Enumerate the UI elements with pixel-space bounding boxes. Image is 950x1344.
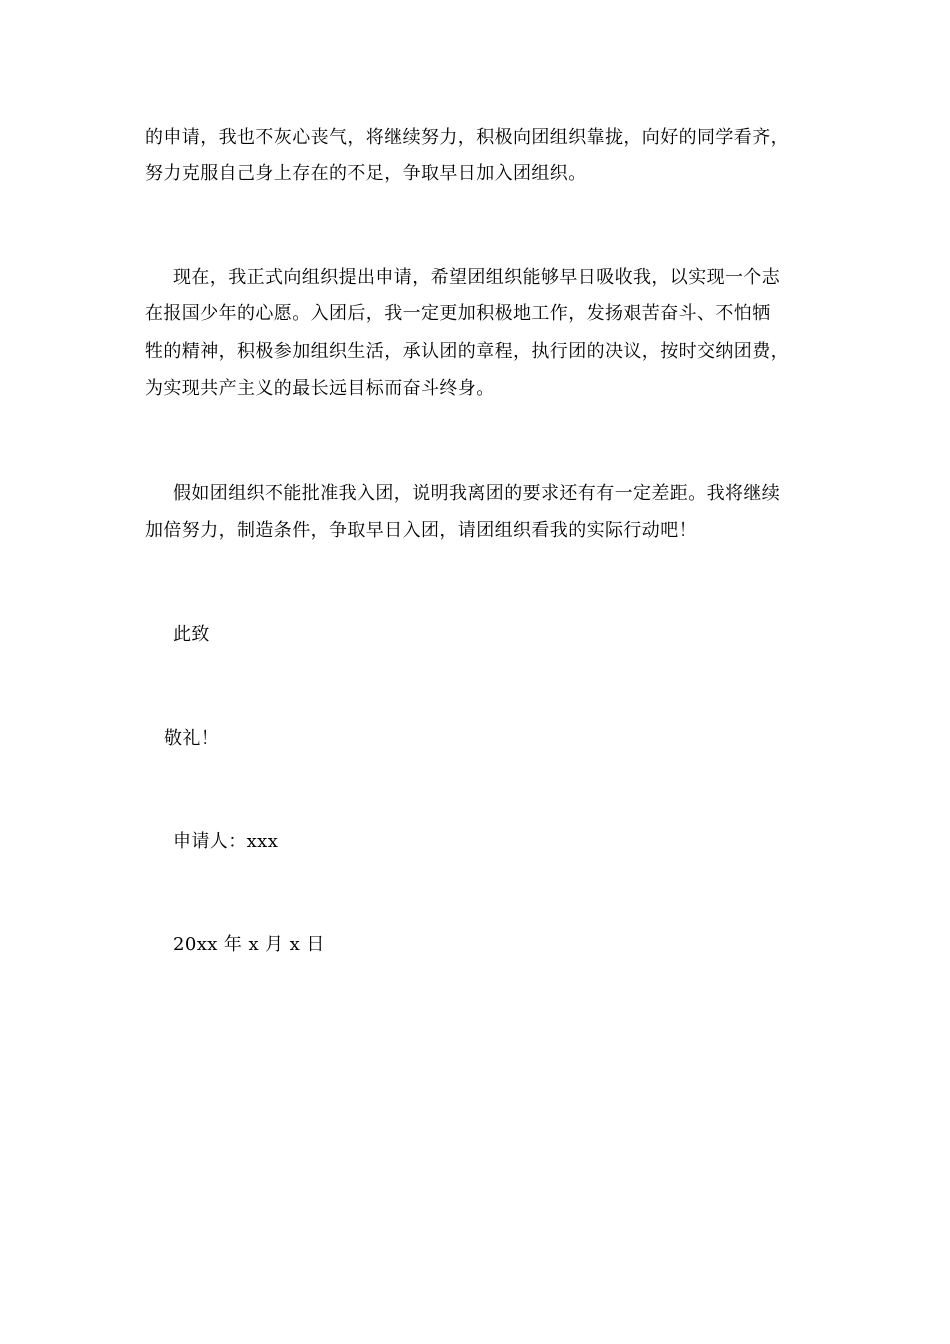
paragraph-2-line-3: 牲的精神，积极参加组织生活，承认团的章程，执行团的决议，按时交纳团费， (145, 341, 789, 362)
paragraph-2-line-2: 在报国少年的心愿。入团后，我一定更加积极地工作，发扬艰苦奋斗、不怕牺 (145, 303, 771, 324)
paragraph-3-line-2: 加倍努力，制造条件，争取早日入团，请团组织看我的实际行动吧！ (145, 520, 697, 541)
closing-text: 此致 (173, 624, 210, 645)
paragraph-1-line-1: 的申请，我也不灰心丧气，将继续努力，积极向团组织靠拢，向好的同学看齐， (145, 127, 789, 148)
paragraph-2-line-4: 为实现共产主义的最长远目标而奋斗终身。 (145, 378, 495, 399)
paragraph-3-line-1: 假如团组织不能批准我入团，说明我离团的要求还有有一定差距。我将继续 (173, 483, 781, 504)
salutation-text: 敬礼！ (164, 728, 220, 749)
applicant-signature: 申请人：xxx (173, 831, 279, 852)
paragraph-2-line-1: 现在，我正式向组织提出申请，希望团组织能够早日吸收我，以实现一个志 (173, 267, 781, 288)
date-text: 20xx 年 x 月 x 日 (173, 934, 325, 955)
paragraph-1-line-2: 努力克服自己身上存在的不足，争取早日加入团组织。 (145, 163, 587, 184)
